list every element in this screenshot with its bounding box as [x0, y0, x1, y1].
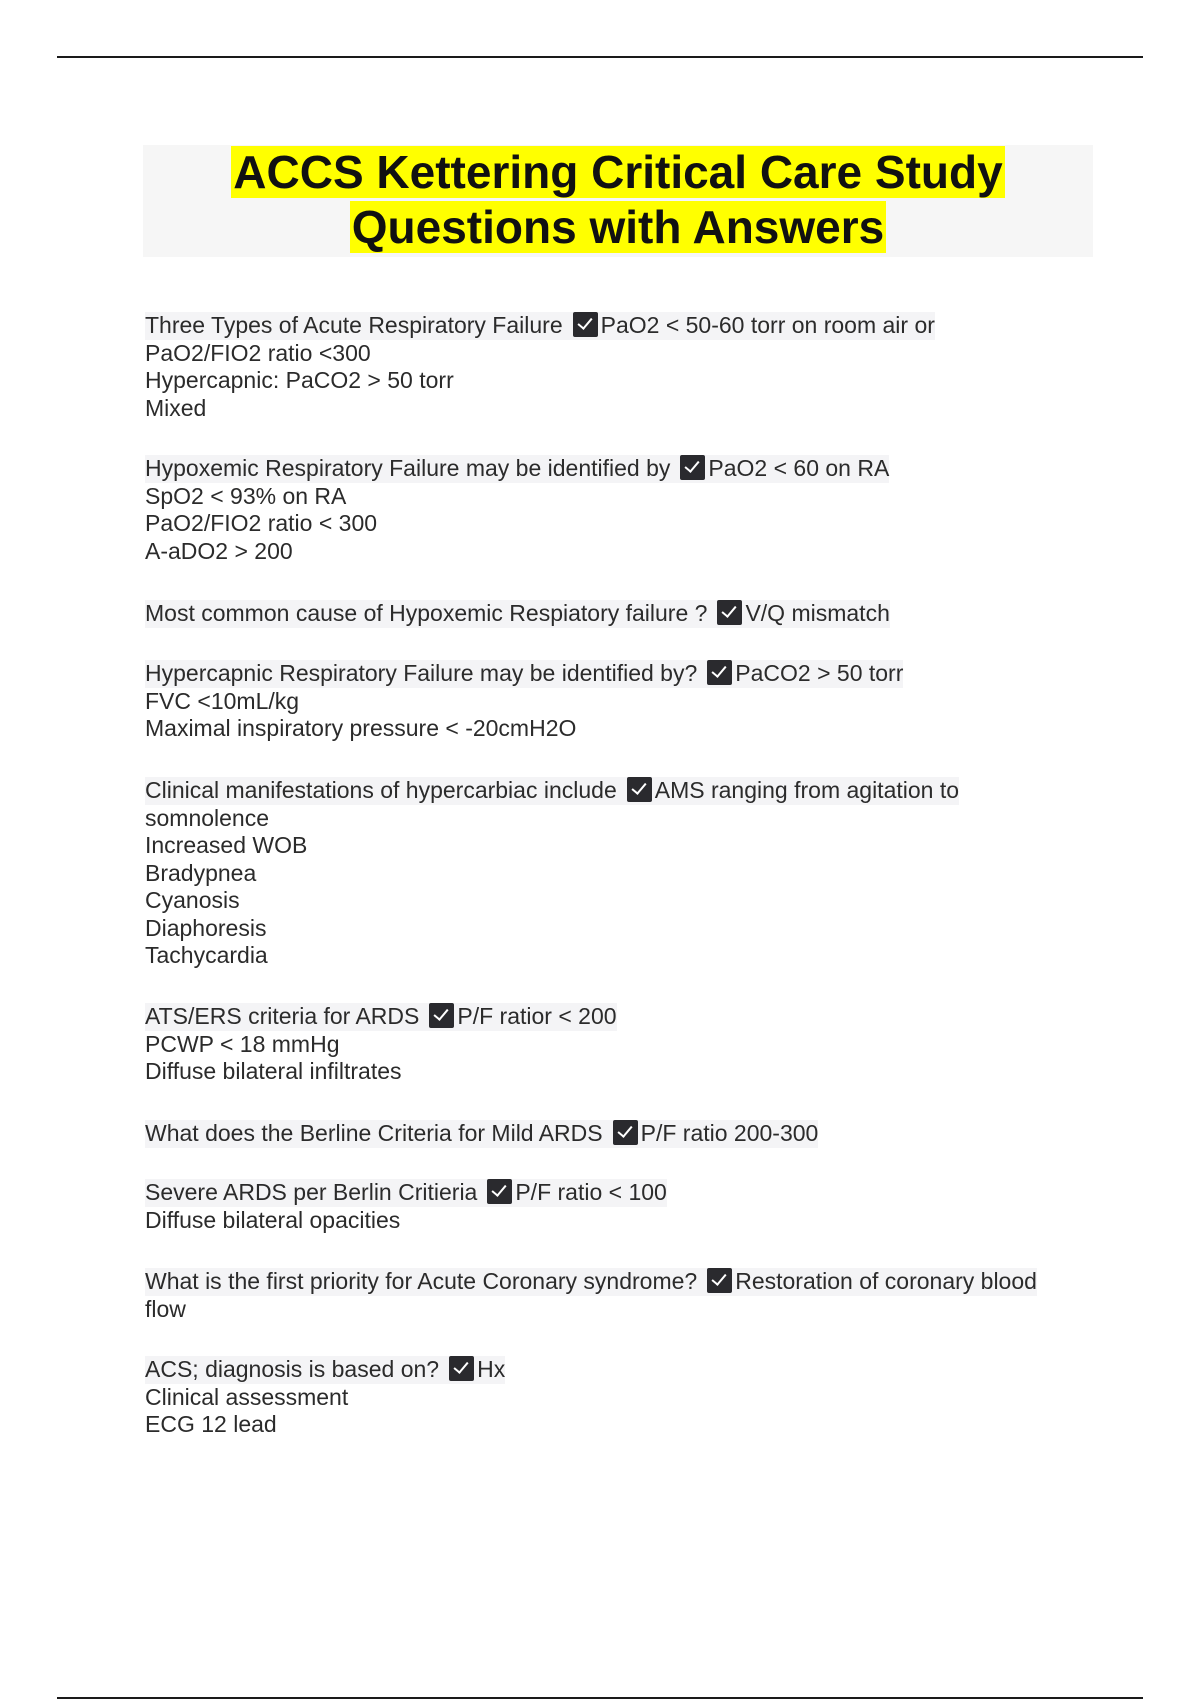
answer-line: Tachycardia	[145, 942, 268, 968]
checkmark-icon	[429, 1003, 454, 1028]
checkmark-icon	[573, 312, 598, 337]
qa-item	[145, 660, 903, 743]
qa-first-line	[145, 1003, 617, 1031]
top-rule	[57, 56, 1143, 58]
answer-line: A-aDO2 > 200	[145, 537, 293, 564]
checkmark-icon	[487, 1179, 512, 1204]
checkmark-icon	[707, 660, 732, 685]
question-text: Three Types of Acute Respiratory Failure	[145, 312, 563, 338]
checkmark-icon	[613, 1120, 638, 1145]
qa-item	[145, 1120, 818, 1148]
qa-item	[145, 600, 890, 628]
question-text: Hypoxemic Respiratory Failure may be identified by	[145, 455, 671, 481]
checkmark-icon	[707, 1268, 732, 1293]
checkmark-icon	[680, 455, 705, 480]
answer-text: P/F ratior < 200	[457, 1003, 617, 1029]
title-line-1: ACCS Kettering Critical Care Study	[233, 146, 1003, 198]
question-text: ATS/ERS criteria for ARDS	[145, 1003, 420, 1029]
qa-first-line	[145, 777, 959, 805]
answer-text: PaO2 < 50-60 torr on room air or	[600, 312, 935, 338]
answer-line: ECG 12 lead	[145, 1411, 277, 1437]
answer-line: PaO2/FIO2 ratio <300	[145, 339, 371, 366]
question-text: Severe ARDS per Berlin Critieria	[145, 1179, 478, 1205]
qa-item	[145, 1268, 1037, 1323]
qa-first-line	[145, 1179, 667, 1207]
qa-first-line	[145, 455, 889, 483]
answer-line: Increased WOB	[145, 832, 308, 858]
answer-text: AMS ranging from agitation to	[654, 777, 960, 803]
document-title	[143, 145, 1093, 257]
question-text: Hypercapnic Respiratory Failure may be identified by?	[145, 660, 698, 686]
bottom-rule	[57, 1697, 1143, 1699]
title-line-2: Questions with Answers	[351, 201, 885, 253]
qa-item	[145, 1356, 505, 1439]
checkmark-icon	[717, 600, 742, 625]
answer-line: Diffuse bilateral infiltrates	[145, 1058, 402, 1084]
answer-text: Hx	[477, 1356, 506, 1382]
question-text: Most common cause of Hypoxemic Respiatory failure ?	[145, 600, 708, 626]
question-text: What does the Berline Criteria for Mild ARDS	[145, 1120, 603, 1146]
answer-text: Restoration of coronary blood	[735, 1268, 1037, 1294]
answer-line: flow	[145, 1295, 186, 1322]
answer-line: PCWP < 18 mmHg	[145, 1030, 340, 1057]
qa-item	[145, 1179, 667, 1234]
answer-text: V/Q mismatch	[745, 600, 890, 626]
question-text: ACS; diagnosis is based on?	[145, 1356, 440, 1382]
answer-line: Maximal inspiratory pressure < -20cmH2O	[145, 715, 577, 741]
answer-line: PaO2/FIO2 ratio < 300	[145, 510, 378, 536]
qa-first-line	[145, 1268, 1037, 1296]
answer-line: SpO2 < 93% on RA	[145, 482, 347, 509]
answer-line: Diaphoresis	[145, 914, 267, 941]
qa-first-line	[145, 1356, 505, 1384]
question-text: What is the first priority for Acute Coronary syndrome?	[145, 1268, 698, 1294]
qa-item	[145, 777, 959, 970]
answer-line: Diffuse bilateral opacities	[145, 1206, 401, 1233]
checkmark-icon	[449, 1356, 474, 1381]
qa-item	[145, 455, 889, 565]
answer-text: PaO2 < 60 on RA	[708, 455, 890, 481]
answer-text: P/F ratio < 100	[515, 1179, 667, 1205]
qa-first-line	[145, 1120, 818, 1148]
answer-line: Mixed	[145, 394, 207, 421]
answer-line: Hypercapnic: PaCO2 > 50 torr	[145, 367, 454, 393]
qa-first-line	[145, 600, 890, 628]
answer-text: P/F ratio 200-300	[640, 1120, 819, 1146]
qa-item	[145, 1003, 617, 1086]
answer-line: somnolence	[145, 804, 270, 831]
answer-line: Clinical assessment	[145, 1383, 349, 1410]
qa-first-line	[145, 312, 935, 340]
answer-line: Bradypnea	[145, 859, 257, 886]
answer-text: PaCO2 > 50 torr	[735, 660, 904, 686]
checkmark-icon	[627, 777, 652, 802]
qa-item	[145, 312, 935, 422]
answer-line: FVC <10mL/kg	[145, 687, 300, 714]
qa-first-line	[145, 660, 903, 688]
answer-line: Cyanosis	[145, 887, 240, 913]
question-text: Clinical manifestations of hypercarbiac include	[145, 777, 617, 803]
